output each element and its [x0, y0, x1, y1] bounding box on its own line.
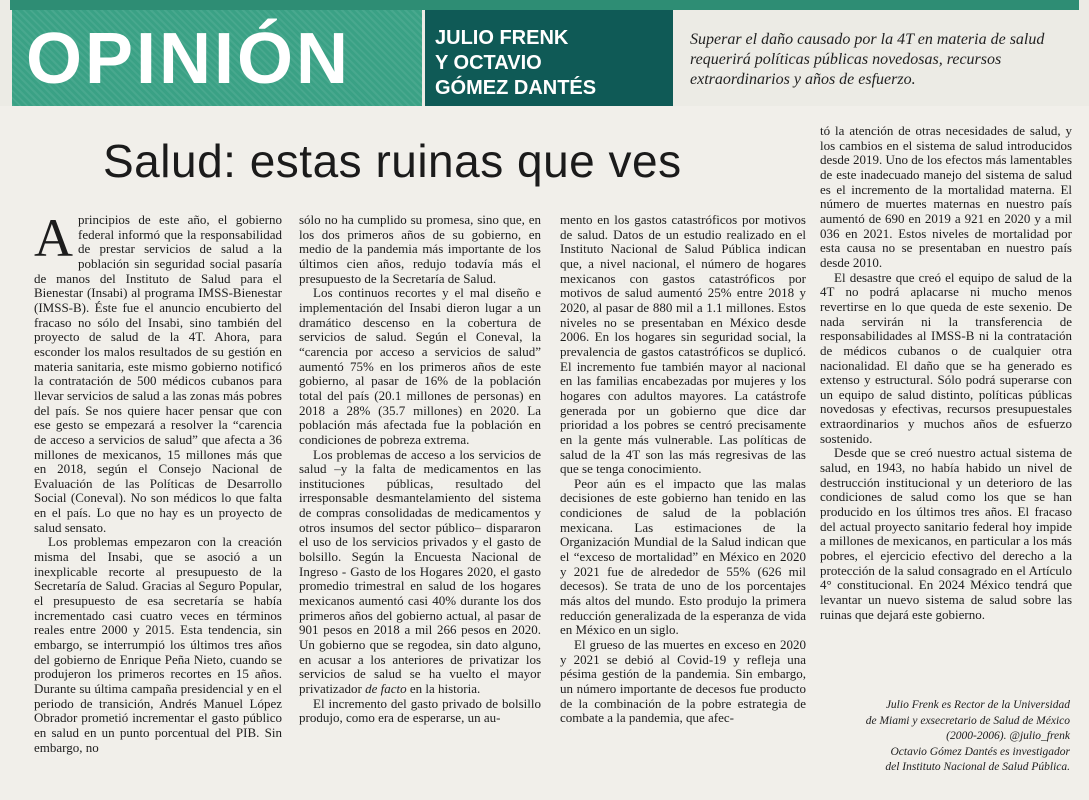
paragraph: tó la atención de otras necesidades de salud, y los cambios en el sistema de salud introducidos desde 2019. Uno de los efectos más lamentables de este inadecuado manejo del sistema de salud es el incremento de la mortalidad materna. El número de muertes maternas en nuestro país aumentó de 690 en 2019 a 921 en 2020 y a mil 036 en 2021. Estos niveles de mortalidad por esta causa no se presentaban en nuestro país desde 2010.	[820, 123, 1072, 270]
article-column-1	[34, 208, 282, 755]
deck-text: Superar el daño causado por la 4T en materia de salud requerirá políticas públicas novedosas, recursos extraordinarios y años de esfuerzo.	[690, 31, 1045, 88]
paragraph-text-end: en la historia.	[409, 681, 481, 696]
banner	[0, 0, 1089, 106]
paragraph	[34, 208, 282, 535]
author-block	[425, 10, 673, 106]
paragraph-text: principios de este año, el gobierno federal informó que la responsabilidad de prestar servicios de salud a la población sin seguridad social pasaría de manos del Instituto de Salud para el Bienestar (Insabi) al programa IMSS-Bienestar (IMSS-B). Éste fue el anuncio encubierto del fracaso no sólo del Insabi, sino también del proyecto de salud de la 4T. Ahora, para esconder los malos resultados de su gestión en materia sanitaria, este mismo gobierno notificó la contratación de 500 médicos cubanos para llevar servicios de salud a las zonas más pobres del país. Se nos quiere hacer pensar que con ese gesto se empezará a resolver la “carencia de acceso a servicios de salud” que afecta a 36 millones de mexicanos, 15 millones más que en 2018, según el Consejo Nacional de Evaluación de las Políticas de Desarrollo Social (Coneval). No son médicos lo que falta en el país. Lo que no hay es un proyecto de salud sensato.	[34, 212, 282, 535]
banner-top-bar	[10, 0, 1079, 10]
article-column-4	[820, 124, 1072, 622]
paragraph: El grueso de las muertes en exceso en 2020 y 2021 se debió al Covid-19 y refleja una pésima gestión de la pandemia. Sin embargo, un número importante de decesos fue producto de la combinación de la pobre estrategia de combate a la pandemia, que afec-	[560, 637, 806, 726]
bio-line: de Miami y exsecretario de Salud de México	[865, 714, 1070, 727]
author-name-line-2: Y OCTAVIO	[435, 52, 542, 74]
section-block	[12, 10, 422, 106]
drop-cap: A	[34, 208, 73, 268]
headline: Salud: estas ruinas que ves	[103, 135, 682, 187]
paragraph: Los continuos recortes y el mal diseño e implementación del Insabi dieron lugar a un dramático descenso en la cobertura de servicios de salud. Según el Coneval, la “carencia por acceso a servicios de salud” aumentó 75% en los primeros años de este gobierno, al pasar de 16% de la población total del país (20.1 millones de personas) en 2018 a 28% (35.7 millones) en 2020. La población más afectada fue la población en condiciones de pobreza extrema.	[299, 285, 541, 447]
paragraph	[299, 448, 541, 697]
article-column-2	[299, 213, 541, 726]
paragraph: Los problemas empezaron con la creación misma del Insabi, que se asoció a un inexplicable recorte al presupuesto de la Secretaría de Salud. Gracias al Seguro Popular, el presupuesto de esa secretaría se había incrementado casi cuatro veces en términos reales entre 2000 y 2015. Esta tendencia, sin embargo, se interrumpió los últimos tres años del gobierno de Enrique Peña Nieto, cuando se produjeron los primeros recortes en 15 años. Durante su última campaña presidencial y en el periodo de transición, Andrés Manuel López Obrador prometió incrementar el gasto público en salud en un punto porcentual del PIB. Sin embargo, no	[34, 534, 282, 755]
author-name-line-3: GÓMEZ DANTÉS	[435, 77, 597, 99]
paragraph: Desde que se creó nuestro actual sistema de salud, en 1943, no había habido un nivel de destrucción institucional y un deterioro de las condiciones de salud como los que se han producido en los últimos tres años. El fracaso del actual proyecto sanitario federal hoy impide a millones de mexicanos, en particular a los más pobres, el ejercicio efectivo del derecho a la protección de la salud consagrado en el Artículo 4° constitucional. En 2024 México tendrá que levantar un nuevo sistema de salud sobre las ruinas que dejará este gobierno.	[820, 445, 1072, 622]
italic-phrase: de facto	[365, 681, 407, 696]
bio-line: Octavio Gómez Dantés es investigador	[890, 745, 1070, 758]
paragraph-text: Los problemas de acceso a los servicios de salud –y la falta de medicamentos en las instituciones públicas, resultado del irresponsable desmantelamiento del sistema de compras consolidadas de medicamentos y otros insumos del sector público– dispararon el uso de los servicios privados y el gasto de bolsillo. Según la Encuesta Nacional de Ingreso - Gasto de los Hogares 2020, el gasto promedio trimestral en salud de los hogares mexicanos aumentó casi 40% durante los dos primeros años del gobierno actual, al pasar de 901 pesos en 2018 a mil 266 pesos en 2020. Un gobierno que se regodea, sin dato alguno, en acusar a los anteriores de privatizar los servicios de salud se ha vuelto el mayor privatizador	[299, 446, 541, 696]
article-column-3	[560, 213, 806, 726]
paragraph: El desastre que creó el equipo de salud de la 4T no podrá aplacarse ni mucho menos revertirse en lo que queda de este sexenio. De nada servirán ni la transferencia de responsabilidades al IMSS-B ni la contratación de médicos cubanos o de cualquier otra nacionalidad. El daño que se ha generado es extenso y estructural. Sólo podrá superarse con un equipo de salud distinto, políticas públicas novedosas y efectivas, recursos presupuestales extraordinarios y muchos años de esfuerzo sostenido.	[820, 269, 1072, 446]
paragraph: sólo no ha cumplido su promesa, sino que, en los dos primeros años de su gobierno, en medio de la pandemia más importante de los últimos cien años, redujo todavía más el presupuesto de la Secretaría de Salud.	[299, 212, 541, 286]
section-label: OPINIÓN	[26, 19, 352, 99]
bio-line: (2000-2006). @julio_frenk	[946, 730, 1070, 742]
paragraph: mento en los gastos catastróficos por motivos de salud. Datos de un estudio realizado en el Instituto Nacional de Salud Pública indican que, a nivel nacional, el número de hogares mexicanos con gastos catastróficos por motivos de salud aumentó 25% entre 2018 y 2020, al pasar de 880 mil a 1.1 millones. Estos niveles no se presentaban en México desde 2006. En los hogares sin seguridad social, la prevalencia de gastos catastróficos se duplicó. El incremento fue también mayor al nacional en las familias encabezadas por mujeres y los hogares con adultos mayores. La catástrofe generada por un gobierno que dice dar prioridad a los pobres se centró precisamente en la gente más vulnerable. Las políticas de salud de la 4T son las más regresivas de las que se tenga conocimiento.	[560, 212, 806, 477]
bio-line: del Instituto Nacional de Salud Pública.	[885, 761, 1070, 773]
author-name-line-1: JULIO FRENK	[435, 27, 569, 49]
bio-line: Julio Frenk es Rector de la Universidad	[885, 699, 1070, 711]
author-bio	[830, 698, 1070, 776]
paragraph: El incremento del gasto privado de bolsillo produjo, como era de esperarse, un au-	[299, 695, 541, 726]
paragraph: Peor aún es el impacto que las malas decisiones de este gobierno han tenido en las condiciones de salud de la población mexicana. Las estimaciones de la Organización Mundial de la Salud indican que el “exceso de mortalidad” en México en 2020 y 2021 fue de alrededor de 55% (626 mil decesos). Se trata de uno de los porcentajes más altos del mundo. Esto produjo la primera reducción generalizada de la esperanza de vida en México en un siglo.	[560, 475, 806, 638]
